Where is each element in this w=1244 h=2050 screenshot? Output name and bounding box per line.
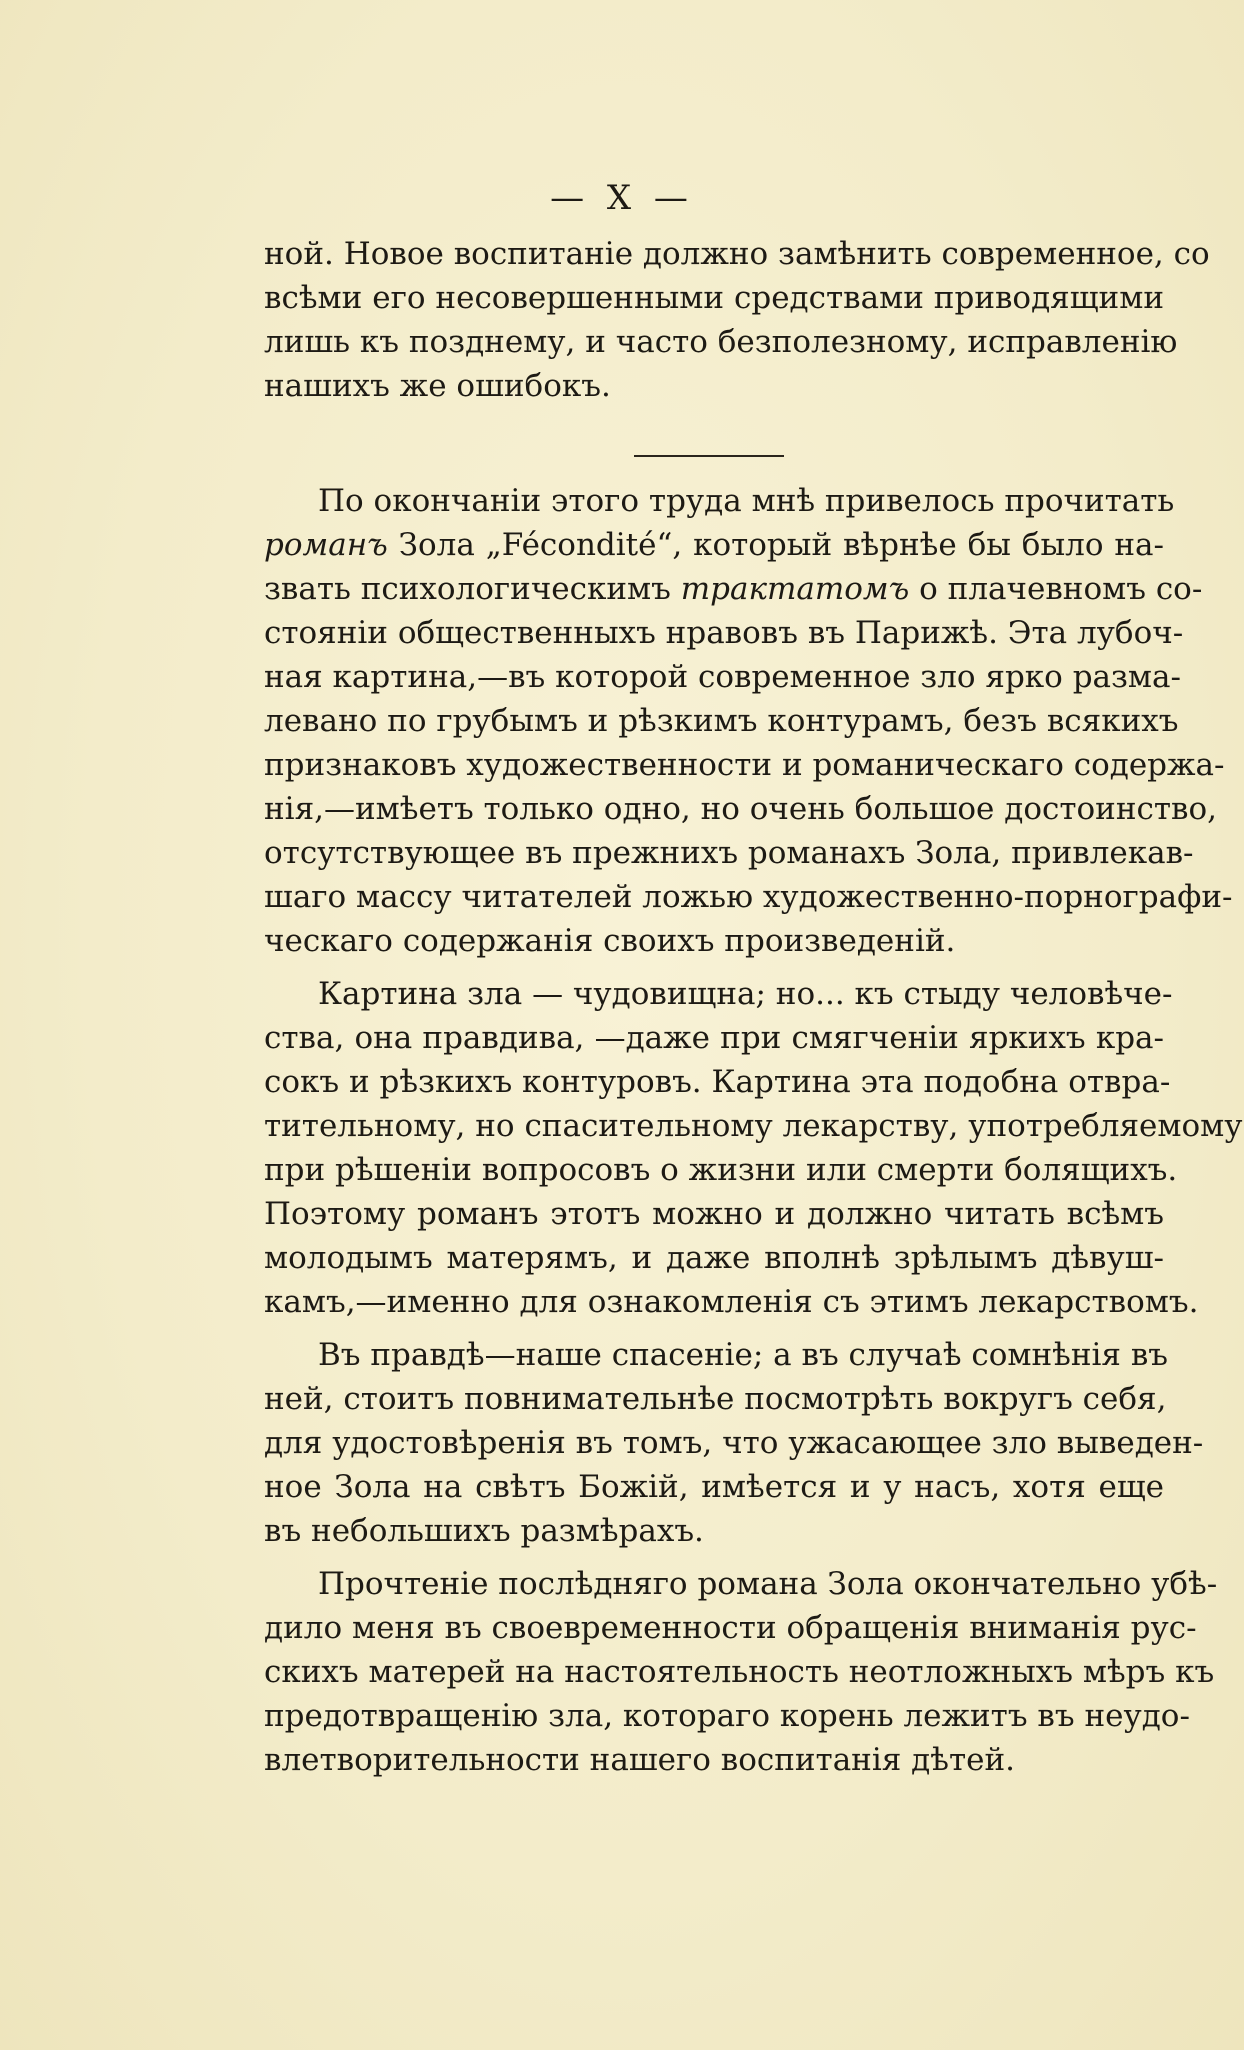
text-span: молодымъ матерямъ, и даже вполнѣ зрѣлымъ дѣвуш- [264,1240,1164,1276]
text-span: о плачевномъ со- [909,571,1203,607]
text-line [264,1150,1178,1192]
text-span: влетворительности нашего воспитанiя дѣтей. [264,1742,1015,1778]
text-span: нашихъ же ошибокъ. [264,368,611,404]
italic-word: романъ [264,527,388,563]
text-span: всѣми его несовершенными средствами приводящими [264,280,1164,316]
text-span: скихъ матерей на настоятельность неотложныхъ мѣръ къ [264,1654,1215,1690]
text-span: Зола „Fécondité“, который вѣрнѣе бы было на- [387,527,1164,563]
text-span: Картина зла — чудовищна; но... къ стыду человѣче- [318,976,1173,1012]
text-line [264,1740,1164,1782]
text-span: ней, стоитъ повнимательнѣе посмотрѣть вокругъ себя, [264,1381,1167,1417]
text-span: левано по грубымъ и рѣзкимъ контурамъ, безъ всякихъ [264,703,1179,739]
text-line [264,1652,1215,1694]
text-line [264,1467,1164,1509]
text-span: отсутствующее въ прежнихъ романахъ Зола, привлекав- [264,835,1194,871]
text-line [318,1564,1218,1606]
text-line [264,789,1217,831]
text-line [264,1423,1204,1465]
text-line [264,278,1164,320]
text-span: въ небольшихъ размѣрахъ. [264,1513,704,1549]
text-line [264,525,1164,567]
section-divider [634,455,784,457]
text-line [264,701,1179,743]
text-span: нiя,—имѣетъ только одно, но очень большое достоинство, [264,791,1217,827]
text-span: сокъ и рѣзкихъ контуровъ. Картина эта подобна отвра- [264,1064,1171,1100]
text-line [318,1335,1169,1377]
text-span: шаго массу читателей ложью художественно-порнографи- [264,879,1233,915]
text-span: ства, она правдива, —даже при смягченiи яркихъ кра- [264,1020,1164,1056]
text-line [264,569,1203,611]
text-span: дило меня въ своевременности обращенiя вниманiя рус- [264,1610,1197,1646]
text-span: стоянiи общественныхъ нравовъ въ Парижѣ. Эта лубоч- [264,615,1184,651]
text-span: лишь къ позднему, и часто безполезному, исправленiю [264,324,1178,360]
text-span: ной. Новое воспитанiе должно замѣнить современное, со [264,236,1210,272]
text-span: Поэтому романъ этотъ можно и должно читать всѣмъ [264,1196,1164,1232]
text-span: при рѣшенiи вопросовъ о жизни или смерти болящихъ. [264,1152,1178,1188]
text-span: признаковъ художественности и романическаго содержа- [264,747,1225,783]
text-line [264,1511,1164,1553]
text-line [264,1696,1190,1738]
text-span: звать психологическимъ [264,571,681,607]
text-span: камъ,—именно для ознакомленiя съ этимъ лекарствомъ. [264,1284,1199,1320]
text-line [264,1106,1243,1148]
text-span: ческаго содержанiя своихъ произведенiй. [264,923,956,959]
text-line [264,1238,1164,1280]
text-span: По окончанiи этого труда мнѣ привелось прочитать [318,483,1175,519]
text-line [264,877,1233,919]
text-line [318,481,1175,523]
text-line [264,1018,1164,1060]
text-line [264,322,1178,364]
text-line [264,657,1181,699]
text-line [264,1062,1171,1104]
italic-word: трактатомъ [680,571,910,607]
text-line [264,1379,1167,1421]
text-line [264,1282,1199,1324]
text-span: ная картина,—въ которой современное зло ярко размa- [264,659,1181,695]
text-line [264,921,1164,963]
text-span: предотвращенiю зла, котораго корень лежитъ въ неудо- [264,1698,1190,1734]
text-line [264,833,1194,875]
text-span: Въ правдѣ—наше спасенiе; а въ случаѣ сомнѣнiя въ [318,1337,1169,1373]
page-number: — X — [550,178,694,218]
text-span: Прочтенiе послѣдняго романа Зола окончательно убѣ- [318,1566,1218,1602]
text-span: тительному, но спасительному лекарству, употребляемому [264,1108,1243,1144]
text-line [264,613,1184,655]
text-line [264,1608,1197,1650]
text-span: для удостовѣренiя въ томъ, что ужасающее зло выведен- [264,1425,1204,1461]
text-line [264,1194,1164,1236]
text-line [264,234,1210,276]
text-line [318,974,1173,1016]
text-line [264,745,1225,787]
text-span: ное Зола на свѣтъ Божiй, имѣется и у насъ, хотя еще [264,1469,1164,1505]
text-line [264,366,1164,408]
